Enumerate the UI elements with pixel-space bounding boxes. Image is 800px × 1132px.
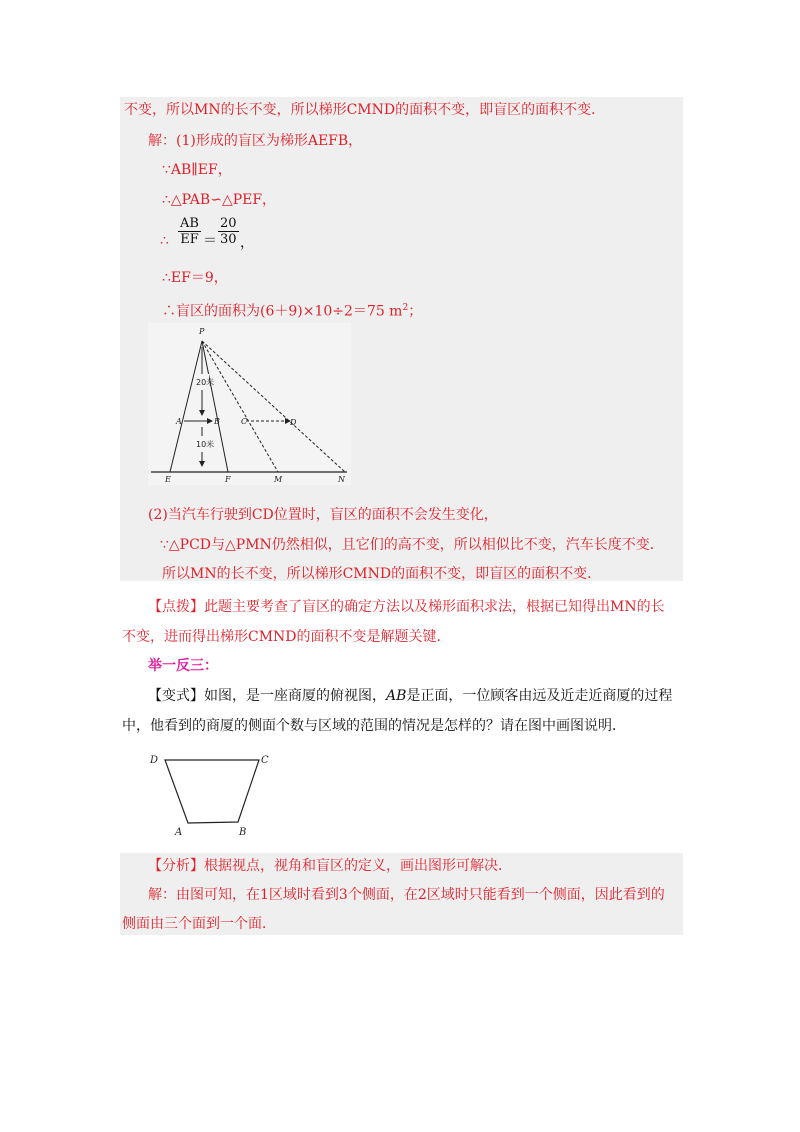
solution-heading: 解：(1)形成的盲区为梯形AEFB， <box>148 133 363 149</box>
label-10m: 10米 <box>196 440 215 449</box>
fraction-denominator: 30 <box>220 232 237 247</box>
label-f: F <box>225 475 231 484</box>
label-n: N <box>338 475 345 484</box>
label-e: E <box>165 475 171 484</box>
fraction-ab-ef <box>178 216 201 247</box>
label-20m: 20米 <box>196 378 215 387</box>
therefore-symbol: ∴ <box>160 233 169 249</box>
building-top-view-figure <box>146 748 276 840</box>
therefore-similar: ∴△PAB∽△PEF， <box>162 192 277 208</box>
label-m: M <box>274 475 283 484</box>
blind-area-result <box>162 298 422 322</box>
label-d: D <box>290 418 297 427</box>
label-p: P <box>199 327 205 336</box>
because-still-similar: ∵△PCD与△PMN仍然相似，且它们的高不变，所以相似比不变，汽车长度不变． <box>160 537 664 553</box>
fraction-numerator: 20 <box>220 216 237 231</box>
ef-value: ∴EF＝9， <box>162 270 228 286</box>
so-area-unchanged: 所以MN的长不变，所以梯形CMND的面积不变，即盲区的面积不变． <box>162 566 602 582</box>
label-a: A <box>175 827 183 838</box>
label-d: D <box>150 755 159 766</box>
label-c: C <box>241 417 248 426</box>
area-tail: ； <box>408 303 423 320</box>
fraction-numerator: AB <box>180 216 199 231</box>
fraction-20-30 <box>218 216 239 247</box>
continuation-line: 不变，所以MN的长不变，所以梯形CMND的面积不变，即盲区的面积不变． <box>124 102 606 118</box>
label-b: B <box>239 827 247 838</box>
analysis-line: 【分析】根据视点，视角和盲区的定义，画出图形可解决． <box>148 858 512 874</box>
practice-title: 举一反三： <box>148 658 218 674</box>
hint-line-1: 【点拨】此题主要考查了盲区的确定方法以及梯形面积求法，根据已知得出MN的长 <box>148 599 665 615</box>
because-parallel: ∵AB∥EF， <box>162 162 232 178</box>
answer-line-2: 侧面由三个面到一个面． <box>122 916 276 932</box>
label-a: A <box>176 417 182 426</box>
hint-line-2: 不变，进而得出梯形CMND的面积不变是解题关键． <box>122 629 451 645</box>
answer-line-1: 解：由图可知，在1区域时看到3个侧面，在2区域时只能看到一个侧面，因此看到的 <box>148 887 665 903</box>
equals-sign: ＝ <box>203 233 217 249</box>
variant-suffix: 是正面，一位顾客由远及近走近商厦的过程 <box>406 688 673 704</box>
fraction-comma: ， <box>240 235 254 251</box>
blind-zone-figure <box>148 323 351 485</box>
part-two-heading: (2)当汽车行驶到CD位置时，盲区的面积不会发生变化， <box>148 507 498 523</box>
variant-ab: AB <box>386 688 407 704</box>
variant-prefix: 【变式】如图，是一座商厦的俯视图， <box>148 688 386 704</box>
area-text: ∴盲区的面积为(6＋9)×10÷2＝75 m <box>162 303 403 320</box>
label-b: B <box>214 417 220 426</box>
variant-line-1 <box>148 686 672 706</box>
variant-line-2: 中，他看到的商厦的侧面个数与区域的范围的情况是怎样的？请在图中画图说明． <box>122 718 626 734</box>
fraction-denominator: EF <box>180 232 199 247</box>
area-superscript: 2 <box>402 303 409 313</box>
label-c: C <box>261 755 269 766</box>
